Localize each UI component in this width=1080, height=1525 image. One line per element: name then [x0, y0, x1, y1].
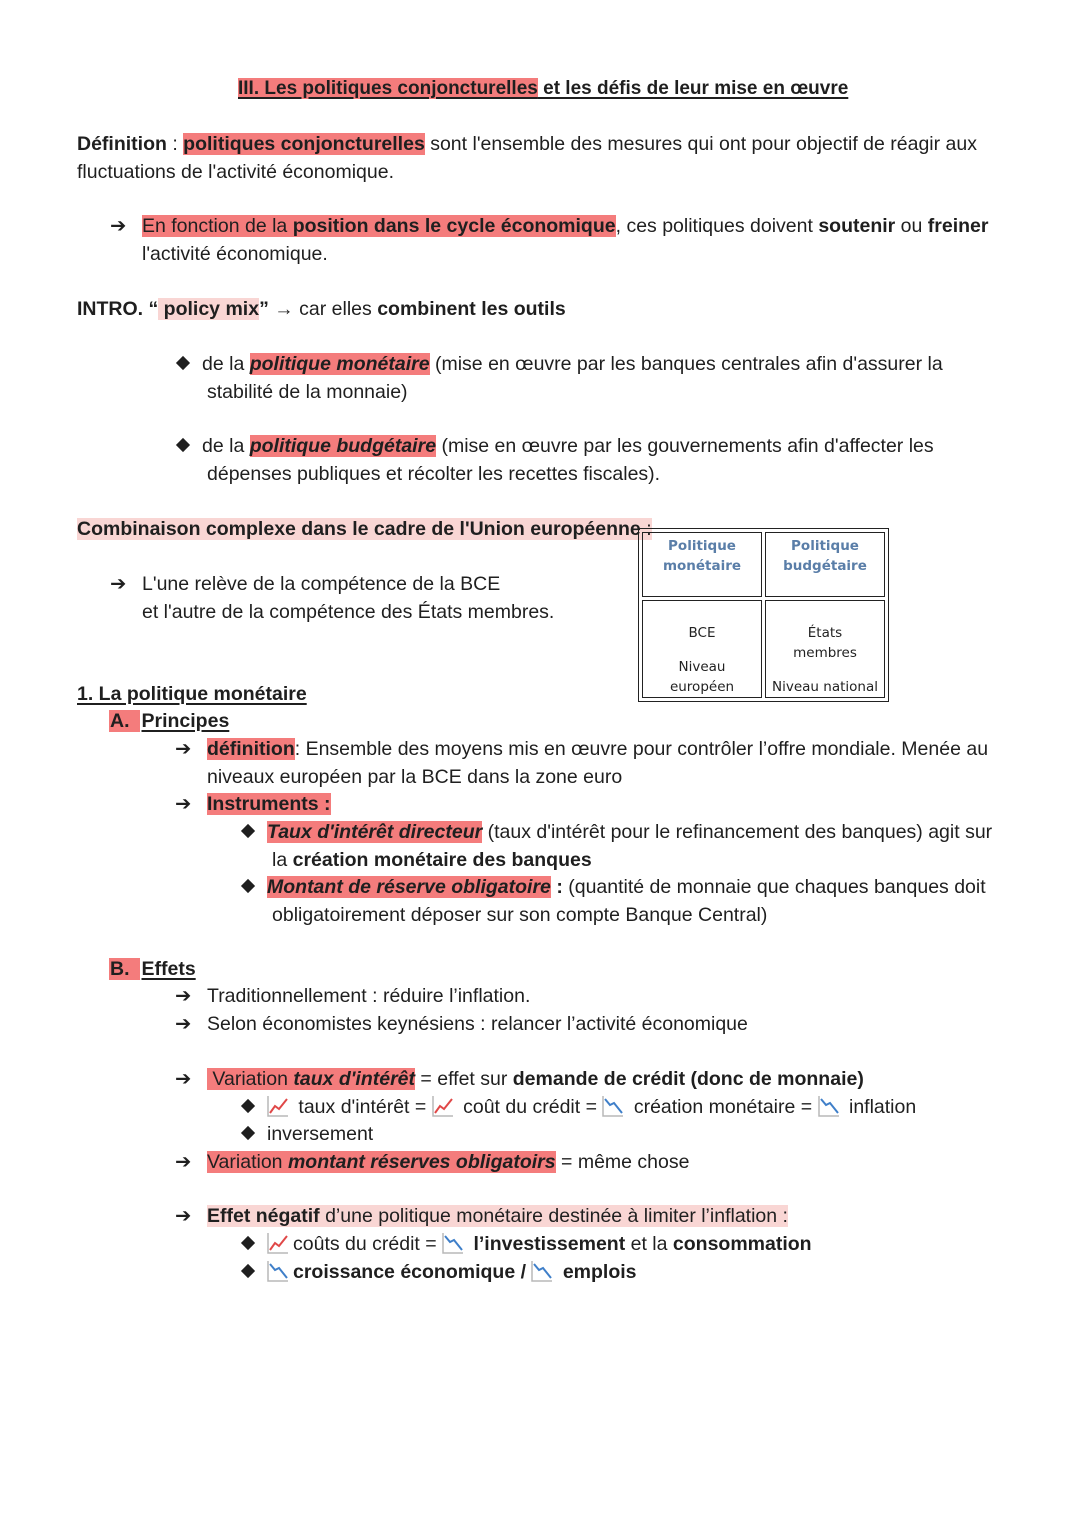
trend-down-icon: [442, 1232, 464, 1254]
trend-down-icon: [531, 1260, 553, 1282]
table-header-monetaire: Politique monétaire: [642, 532, 762, 597]
table-cell-etats: États membres Niveau national: [765, 600, 885, 698]
table-header-budgetaire: Politique budgétaire: [765, 532, 885, 597]
page-title: [238, 75, 848, 103]
negative-effect: ➔ Effet négatif d’une politique monétaire destinée à limiter l’inflation :: [175, 1202, 788, 1230]
definition-label: Définition: [77, 133, 167, 155]
arrow-icon: ➔: [110, 573, 127, 595]
section-title: 1. La politique monétaire: [77, 683, 307, 705]
intro-line: INTRO. “ policy mix” → car elles combinent les outils: [77, 298, 566, 320]
trend-down-icon: [267, 1260, 289, 1282]
effect-keynesian: ➔ Selon économistes keynésiens : relancer l’activité économique: [175, 1010, 748, 1038]
diamond-bullet-icon: [241, 1099, 255, 1113]
arrow-icon: ➔: [175, 985, 192, 1007]
trend-up-icon: [267, 1095, 289, 1117]
arrow-icon: ➔: [175, 793, 192, 815]
diamond-bullet-icon: [176, 356, 190, 370]
arrow-icon: ➔: [175, 1205, 192, 1227]
ue-paragraph: ➔ L'une relève de la compétence de la BCE et l'autre de la compétence des États membres.: [110, 570, 610, 626]
subsection-b: B. Effets: [110, 958, 196, 980]
arrow-icon: ➔: [175, 738, 192, 760]
cycle-paragraph: ➔ En fonction de la position dans le cycle économique, ces politiques doivent soutenir ou freiner l'activité économique.: [110, 212, 1030, 268]
definition-paragraph: Définition : politiques conjoncturelles sont l'ensemble des mesures qui ont pour objectif de réagir aux fluctuations de l'activité économique.: [77, 133, 977, 183]
arrow-icon: ➔: [175, 1151, 192, 1173]
definition-item: ➔ définition: Ensemble des moyens mis en œuvre pour contrôler l’offre mondiale. Menée au niveaux européen par la BCE dans la zone euro: [175, 735, 1035, 791]
diamond-bullet-icon: [241, 1126, 255, 1140]
policy-mix-term: policy mix: [158, 298, 260, 320]
effect-traditional: ➔ Traditionnellement : réduire l’inflation.: [175, 982, 530, 1010]
diamond-bullet-icon: [241, 879, 255, 893]
arrow-icon: ➔: [110, 215, 127, 237]
bullet-monetaire: de la politique monétaire (mise en œuvre par les banques centrales afin d'assurer la stabilité de la monnaie): [178, 350, 978, 406]
diamond-bullet-icon: [176, 438, 190, 452]
diamond-bullet-icon: [241, 824, 255, 838]
trend-up-icon: [267, 1232, 289, 1254]
chain-effect: taux d'intérêt = coût du crédit = création monétaire = inflation: [243, 1093, 916, 1121]
variation-reserves: ➔ Variation montant réserves obligatoirs = même chose: [175, 1148, 689, 1176]
title-rest: et les défis de leur mise en œuvre: [537, 78, 849, 99]
bullet-budgetaire: de la politique budgétaire (mise en œuvre par les gouvernements afin d'affecter les dépenses publiques et récolter les recettes fiscales).: [178, 432, 978, 488]
negative-credit: coûts du crédit = l’investissement et la consommation: [243, 1230, 812, 1258]
policy-table: [638, 528, 889, 702]
negative-growth: croissance économique / emplois: [243, 1258, 637, 1286]
table-cell-bce: BCE Niveau européen: [642, 600, 762, 698]
diamond-bullet-icon: [241, 1264, 255, 1278]
arrow-icon: ➔: [175, 1013, 192, 1035]
ue-heading: Combinaison complexe dans le cadre de l'Union européenne :: [77, 518, 652, 540]
diamond-bullet-icon: [241, 1236, 255, 1250]
trend-up-icon: [432, 1095, 454, 1117]
trend-down-icon: [602, 1095, 624, 1117]
arrow-icon: ➔: [175, 1068, 192, 1090]
instrument-taux: Taux d'intérêt directeur (taux d'intérêt pour le refinancement des banques) agit sur la création monétaire des banques: [243, 818, 1043, 874]
subsection-a: A. Principes: [110, 710, 230, 732]
variation-taux: ➔ Variation taux d'intérêt = effet sur demande de crédit (donc de monnaie): [175, 1065, 864, 1093]
trend-down-icon: [818, 1095, 840, 1117]
instruments-item: ➔ Instruments :: [175, 790, 331, 818]
inverse-item: inversement: [243, 1120, 373, 1148]
title-highlight: III. Les politiques conjoncturelles: [238, 78, 538, 99]
instrument-reserve: Montant de réserve obligatoire : (quantité de monnaie que chaques banques doit obligatoirement déposer sur son compte Banque Central): [243, 873, 1043, 929]
definition-term: politiques conjoncturelles: [183, 133, 425, 155]
